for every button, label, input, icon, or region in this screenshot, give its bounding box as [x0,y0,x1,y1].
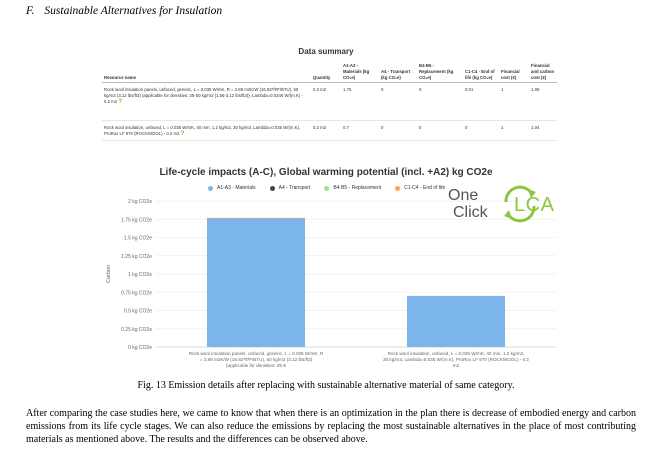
x-tick-label: Rock wool insulation, unfaced, L = 0.035 W/mK, 40 mm, 1.2 kg/m2, [387,351,525,356]
logo-text-click: Click [453,204,488,221]
legend-item-end-of-life[interactable]: C1-C4 - End of life [395,185,445,191]
cell-b4b5: 0 [417,121,463,141]
col-c1c4: C1-C4 - End of life (kg CO₂e) [463,62,499,83]
bar [407,296,505,347]
cell-fin-cost: 1 [499,121,529,141]
x-tick-label: Rock wool insulation panels, unfaced, generic, L = 0.035 W/mK, R [188,351,324,356]
cell-fin-carbon: 1.04 [529,121,557,141]
legend-item-transport[interactable]: A4 - Transport [270,185,311,191]
cell-c1c4: 0 [463,121,499,141]
y-tick-label: 0 kg CO2e [128,345,152,351]
bar [207,219,305,347]
cell-name: Rock wool insulation panels, unfaced, generic, L = 0.035 W/mK, R = 2.89 m2K/W (16.82*ft²F/BTU), 50 kg/m3 (3.12 lbs/ft3) (applicable for densities: 25-50 kg/m3 (1.56-3.12 lbs/ft3)), Lambda=0.0346 W/(m.K) - 0.2 m2 ? [102,83,311,121]
x-tick-label: = 2.89 m2K/W (16.82*ft²F/BTU), 50 kg/m3 (3.12 lbs/ft3) [199,357,313,362]
cell-c1c4: 0.01 [463,83,499,121]
figure-caption: Fig. 13 Emission details after replacing with sustainable alternative material of same category. [137,380,515,391]
cell-a1a3: 1.76 [341,83,379,121]
data-summary-title: Data summary [298,47,354,56]
cell-a4: 0 [379,83,417,121]
y-tick-label: 1.75 kg CO2e [121,217,152,224]
cell-a1a3: 0.7 [341,121,379,141]
col-a1a3: A1-A3 - Materials (kg CO₂e) [341,62,379,83]
y-tick-label: 0.75 kg CO2e [121,290,152,297]
y-tick-label: 0.25 kg CO2e [121,326,152,333]
logo-text-one: One [448,187,479,204]
y-tick-label: 1 kg CO2e [128,272,152,278]
cell-fin-cost: 1 [499,83,529,121]
body-paragraph: After comparing the case studies here, we came to know that when there is an optimization in the plan there is decrease of embodied energy and carbon emissions from its life cycle stages. We can also reduce the emissions by replacing the most sustainable alternatives in the place of most contributing materials as mentioned above. The results and the differences can be observed above. [26,408,636,445]
cell-quantity: 0.2 m2 [311,121,341,141]
section-number: F. [26,5,35,17]
cell-b4b5: 0 [417,83,463,121]
cell-quantity: 0.2 m2 [311,83,341,121]
col-financial-cost: Financial cost (€) [499,62,529,83]
bar [207,218,305,219]
cell-fin-carbon: 1.09 [529,83,557,121]
y-tick-label: 1.5 kg CO2e [123,235,152,242]
x-tick-label: (applicable for densities: 25-5 [225,363,287,368]
y-tick-label: 2 kg CO2e [128,199,152,205]
legend-item-materials[interactable]: A1-A3 - Materials [208,185,256,191]
y-tick-label: 1.25 kg CO2e [121,253,152,260]
section-title: Sustainable Alternatives for Insulation [44,5,223,17]
cell-a4: 0 [379,121,417,141]
y-tick-label: 0.5 kg CO2e [123,308,152,315]
cell-name: Rock wool insulation, unfaced, L = 0.035 W/mK, 40 mm, 1.2 kg/m2, 30 kg/m3, Lambda=0.035 W/(m.K), ProRox LF 970 (ROCKWOOL) - 0.2 m2 ? [102,121,311,141]
col-financial-carbon-cost: Financial and carbon cost (€) [529,62,557,83]
col-quantity: Quantity [311,62,341,83]
y-axis-label: Carbon [106,264,112,284]
chart-title: Life-cycle impacts (A-C), Global warming potential (incl. +A2) kg CO2e [159,167,493,178]
x-tick-label: 30 kg/m3, Lambda=0.035 W/(m.K), ProRox LF 970 (ROCKWOOL) - 0.2 [383,357,529,362]
col-resource-name: Resource name [102,62,311,83]
one-click-lca-logo [444,182,580,226]
col-a4: A4 - Transport (kg CO₂e) [379,62,417,83]
x-tick-label: m2 [452,363,460,368]
help-icon[interactable]: ? [118,99,123,105]
help-icon[interactable]: ? [180,131,185,137]
col-b4b5: B4-B5 - Replacement (kg CO₂e) [417,62,463,83]
logo-text-lca: LCA [514,194,555,216]
legend-item-replacement[interactable]: B4-B5 - Replacement [324,185,381,191]
